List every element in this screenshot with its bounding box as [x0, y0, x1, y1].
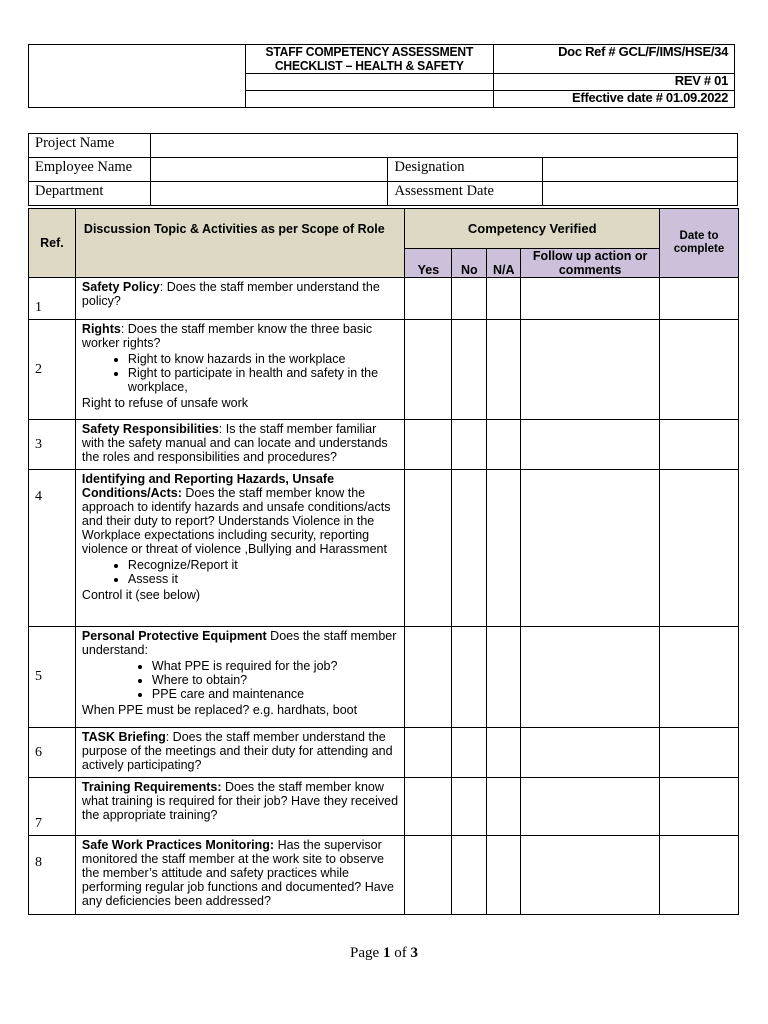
na-cell[interactable] [487, 470, 521, 627]
topic-cell: Safety Policy: Does the staff member understand the policy? [75, 278, 405, 320]
na-cell[interactable] [487, 627, 521, 728]
table-row [29, 420, 739, 470]
ref-number: 5 [29, 627, 76, 728]
no-header: No [452, 249, 487, 278]
date-cell[interactable] [660, 278, 739, 320]
employee-name-label: Employee Name [29, 158, 151, 182]
ref-number: 8 [29, 836, 76, 915]
followup-cell[interactable] [521, 836, 660, 915]
assessment-date-label: Assessment Date [388, 182, 543, 206]
yes-cell[interactable] [405, 278, 452, 320]
project-name-label: Project Name [29, 134, 151, 158]
no-cell[interactable] [452, 728, 487, 778]
page-number: 1 [382, 945, 391, 961]
page-total: 3 [410, 945, 418, 961]
topic-cell: Safety Responsibilities: Is the staff member familiar with the safety manual and can locate and understands the roles and responsibilities and procedures? [75, 420, 405, 470]
list-item: • Assess it [128, 572, 401, 586]
list-item: • Right to know hazards in the workplace [128, 352, 401, 366]
ref-header: Ref. [29, 209, 76, 278]
ref-number: 6 [29, 728, 76, 778]
list-item: • Right to participate in health and safety in the workplace, [128, 366, 401, 394]
no-cell[interactable] [452, 778, 487, 836]
na-cell[interactable] [487, 778, 521, 836]
effective-date: Effective date # 01.09.2022 [494, 91, 735, 108]
of-word: of [394, 945, 407, 961]
page-word: Page [350, 945, 380, 961]
no-cell[interactable] [452, 278, 487, 320]
followup-cell[interactable] [521, 627, 660, 728]
topic-cell: TASK Briefing: Does the staff member understand the purpose of the meetings and their duty for attending and actively participating? [75, 728, 405, 778]
designation-label: Designation [388, 158, 543, 182]
no-cell[interactable] [452, 420, 487, 470]
topic-cell: Personal Protective Equipment Does the staff member understand: • What PPE is required for the job? • Where to obtain? • PPE care and maintenance When PPE must be replaced? e.g. hardhats, boot [75, 627, 405, 728]
table-row [29, 728, 739, 778]
table-row [29, 836, 739, 915]
ref-number: 1 [29, 278, 76, 320]
table-row [29, 778, 739, 836]
no-cell[interactable] [452, 320, 487, 420]
revision: REV # 01 [494, 74, 735, 91]
yes-cell[interactable] [405, 320, 452, 420]
ref-number: 3 [29, 420, 76, 470]
date-cell[interactable] [660, 320, 739, 420]
topic-header: Discussion Topic & Activities as per Scope of Role [75, 209, 405, 278]
title-line-2: CHECKLIST – HEALTH & SAFETY [274, 58, 464, 73]
table-row [29, 470, 739, 627]
no-cell[interactable] [452, 470, 487, 627]
department-field[interactable] [150, 182, 388, 206]
header-blank-2 [245, 91, 494, 108]
date-cell[interactable] [660, 627, 739, 728]
doc-ref: Doc Ref # GCL/F/IMS/HSE/34 [494, 45, 735, 74]
no-cell[interactable] [452, 836, 487, 915]
topic-cell: Identifying and Reporting Hazards, Unsafe Conditions/Acts: Does the staff member know the approach to identify hazards and unsafe conditions/acts and their duty to report? Understands Violence in the Workplace expectations including security, reporting violence or threat of violence ,Bullying and Harassment • Recognize/Report it • Assess it Control it (see below) [75, 470, 405, 627]
na-cell[interactable] [487, 728, 521, 778]
date-cell[interactable] [660, 420, 739, 470]
yes-cell[interactable] [405, 470, 452, 627]
page-footer [0, 945, 768, 962]
topic-cell: Training Requirements: Does the staff member know what training is required for their job? Have they received the appropriate training? [75, 778, 405, 836]
yes-header: Yes [405, 249, 452, 278]
competency-checklist-table [28, 208, 739, 915]
na-cell[interactable] [487, 836, 521, 915]
yes-cell[interactable] [405, 778, 452, 836]
date-cell[interactable] [660, 778, 739, 836]
yes-cell[interactable] [405, 728, 452, 778]
no-cell[interactable] [452, 627, 487, 728]
table-row [29, 627, 739, 728]
na-cell[interactable] [487, 320, 521, 420]
na-cell[interactable] [487, 420, 521, 470]
list-item: • PPE care and maintenance [152, 687, 401, 701]
list-item: • Where to obtain? [152, 673, 401, 687]
document-header [28, 44, 735, 108]
header-blank-1 [245, 74, 494, 91]
ref-number: 4 [29, 470, 76, 627]
list-item: • Recognize/Report it [128, 558, 401, 572]
followup-cell[interactable] [521, 728, 660, 778]
yes-cell[interactable] [405, 420, 452, 470]
yes-cell[interactable] [405, 836, 452, 915]
followup-cell[interactable] [521, 320, 660, 420]
department-label: Department [29, 182, 151, 206]
topic-cell: Safe Work Practices Monitoring: Has the supervisor monitored the staff member at the work site to observe the member’s attitude and safety practices while performing regular job functions and documented? Have any deficiencies been addressed? [75, 836, 405, 915]
date-to-complete-header: Date to complete [660, 209, 739, 278]
project-name-field[interactable] [150, 134, 737, 158]
list-item: • What PPE is required for the job? [152, 659, 401, 673]
table-row [29, 278, 739, 320]
followup-cell[interactable] [521, 470, 660, 627]
na-header: N/A [487, 249, 521, 278]
table-row [29, 320, 739, 420]
employee-info-table [28, 133, 738, 206]
logo-area [29, 45, 246, 108]
yes-cell[interactable] [405, 627, 452, 728]
followup-cell[interactable] [521, 278, 660, 320]
date-cell[interactable] [660, 470, 739, 627]
ref-number: 7 [29, 778, 76, 836]
followup-header: Follow up action or comments [521, 249, 660, 278]
followup-cell[interactable] [521, 778, 660, 836]
title-line-1: STAFF COMPETENCY ASSESSMENT [265, 44, 474, 59]
topic-cell: Rights: Does the staff member know the three basic worker rights? • Right to know hazards in the workplace • Right to participate in health and safety in the workplace, Right to refuse of unsafe work [75, 320, 405, 420]
competency-verified-header: Competency Verified [405, 209, 660, 249]
followup-cell[interactable] [521, 420, 660, 470]
ref-number: 2 [29, 320, 76, 420]
na-cell[interactable] [487, 278, 521, 320]
employee-name-field[interactable] [150, 158, 388, 182]
date-cell[interactable] [660, 728, 739, 778]
date-cell[interactable] [660, 836, 739, 915]
designation-field[interactable] [543, 158, 738, 182]
document-title [254, 45, 485, 74]
assessment-date-field[interactable] [543, 182, 738, 206]
